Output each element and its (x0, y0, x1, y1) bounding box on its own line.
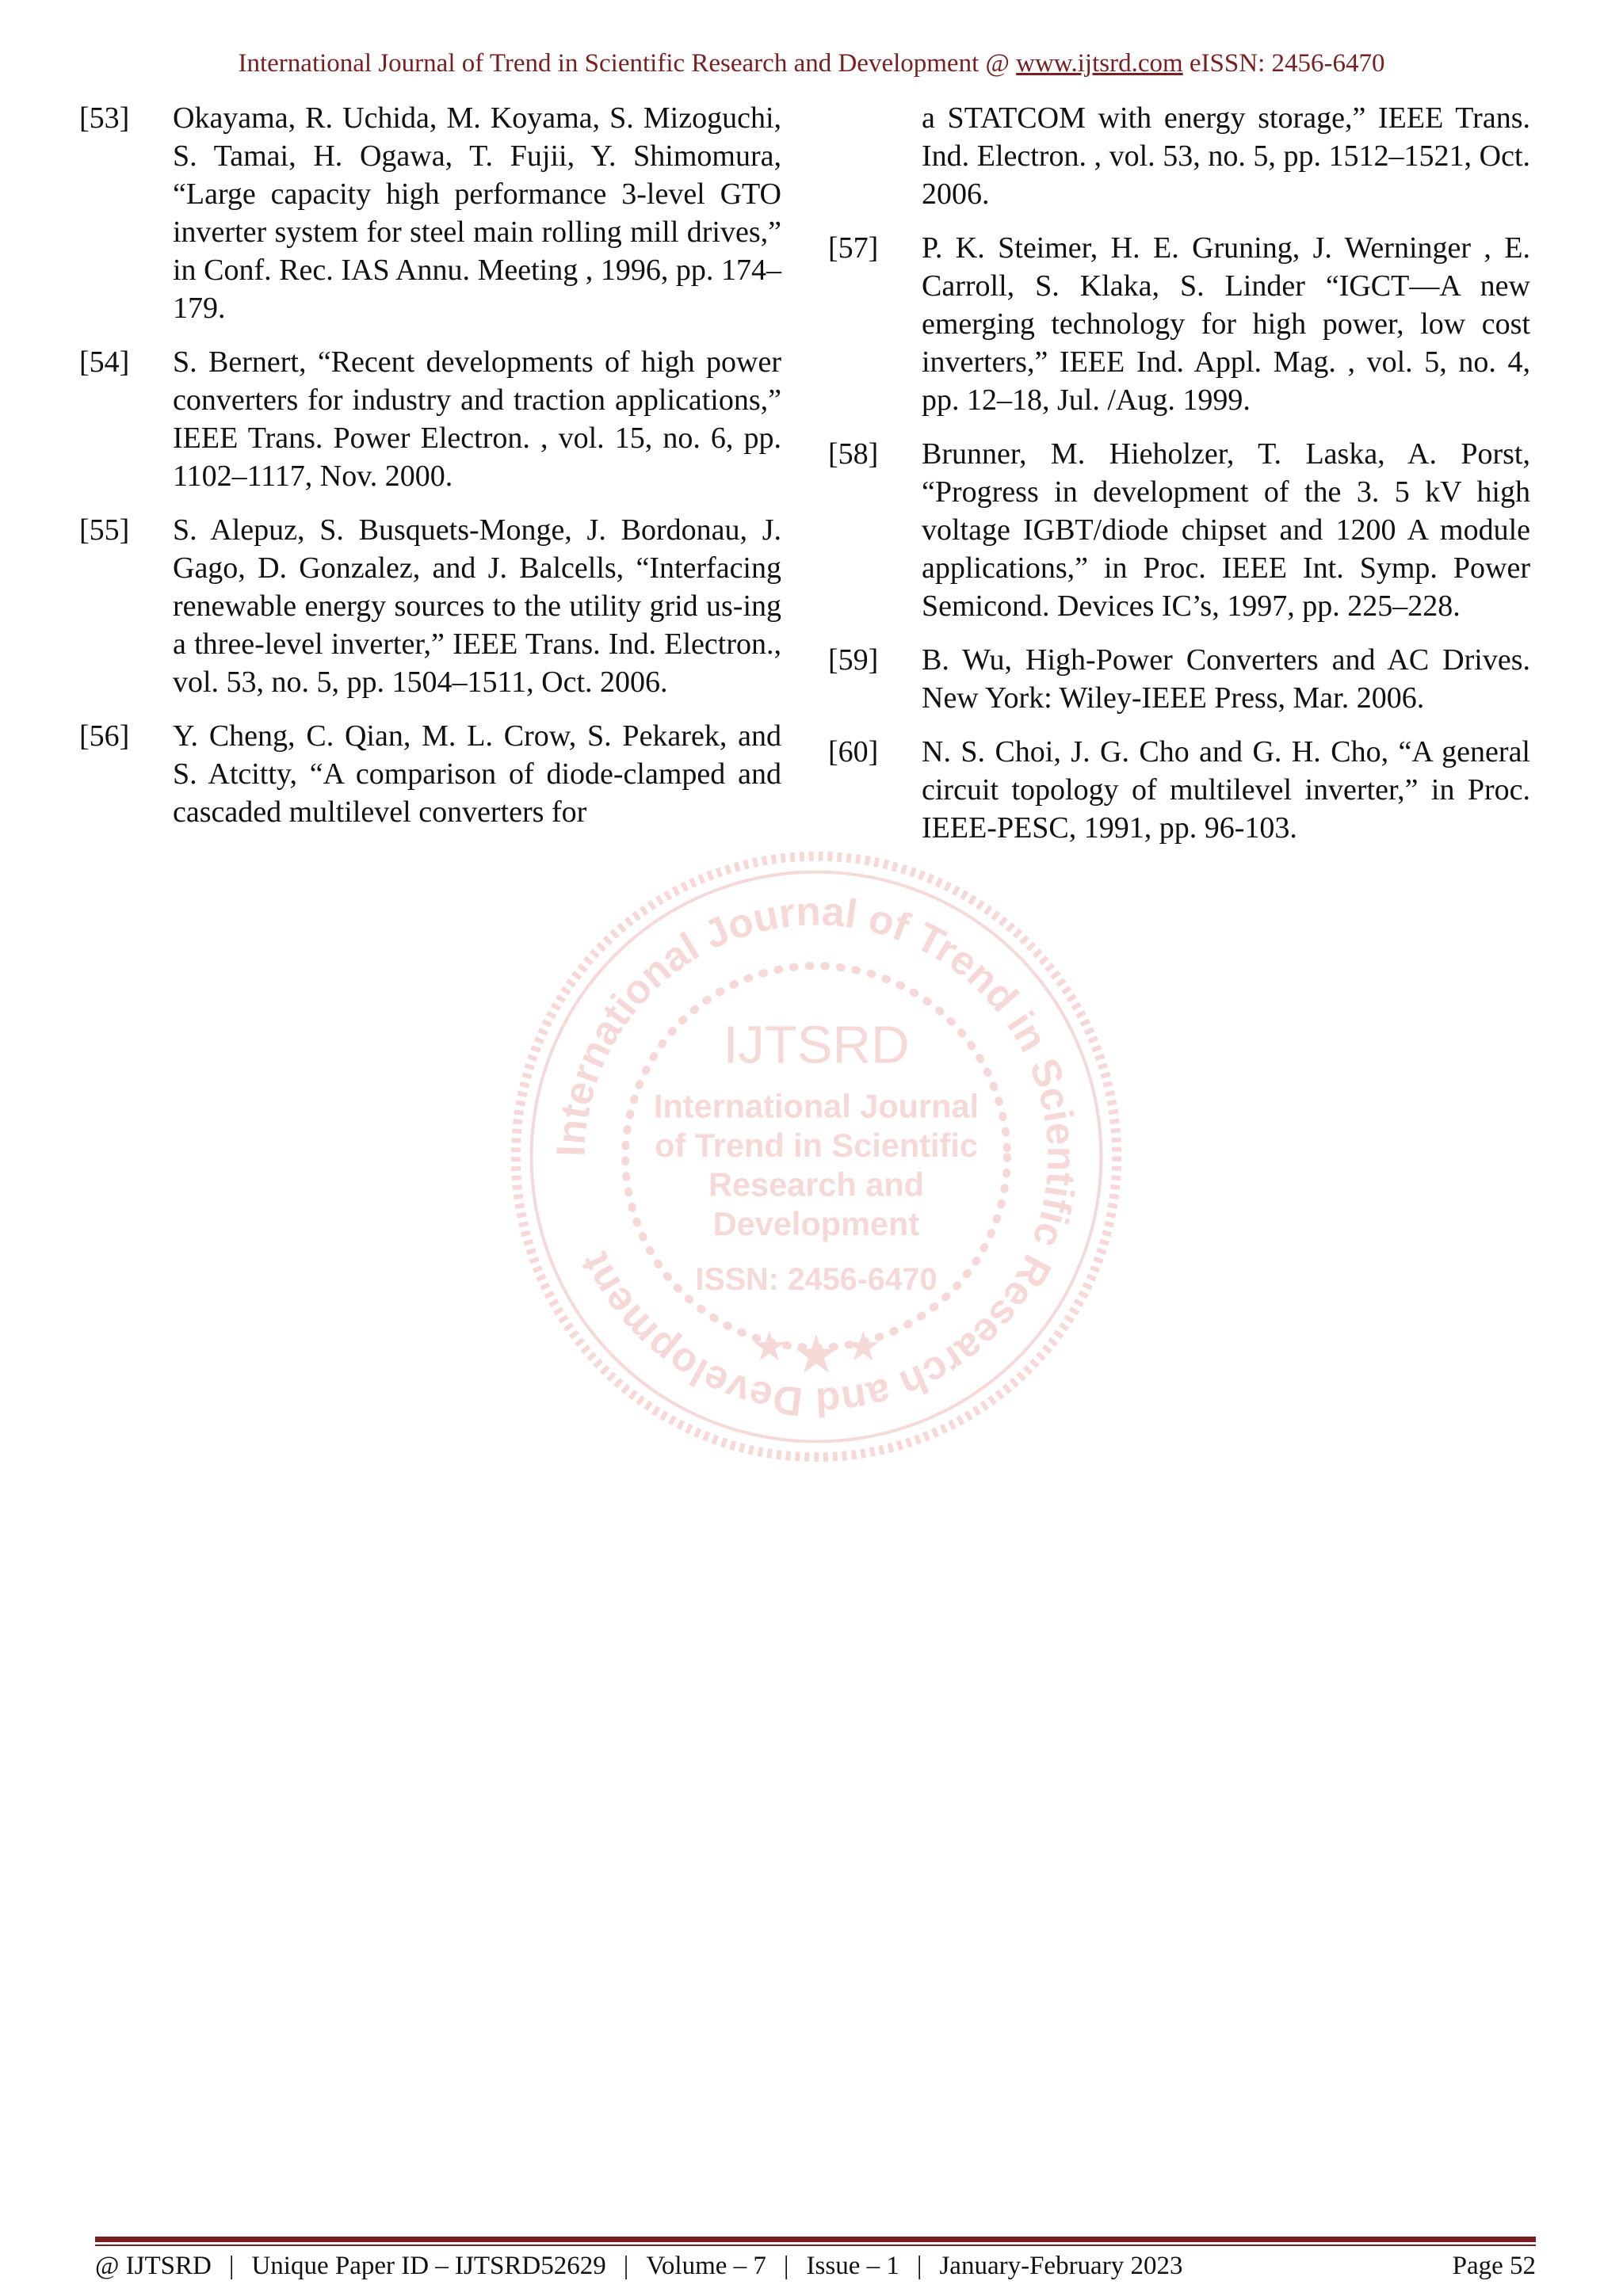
reference-text: S. Bernert, “Recent developments of high power converters for industry and traction applications,” IEEE Trans. Power Electron. , vol. 15, no. 6, pp. 1102–1117, Nov. 2000. (173, 345, 781, 493)
reference-59 (828, 641, 1530, 717)
page-footer (95, 2252, 1536, 2281)
reference-54 (79, 343, 781, 495)
references-left-column (79, 99, 781, 847)
page-number: Page 52 (1452, 2252, 1536, 2280)
reference-number: [57] (828, 231, 879, 265)
page-header (0, 49, 1623, 78)
reference-number: [58] (828, 437, 879, 471)
footer-volume: Volume – 7 (646, 2252, 766, 2280)
reference-number: [55] (79, 513, 130, 547)
footer-issue: Issue – 1 (806, 2252, 899, 2280)
footer-separator: | (228, 2252, 235, 2280)
reference-text: a STATCOM with energy storage,” IEEE Trans. Ind. Electron. , vol. 53, no. 5, pp. 1512–1521, Oct. 2006. (922, 101, 1530, 211)
reference-55 (79, 511, 781, 701)
footer-separator: | (783, 2252, 789, 2280)
seal-line-3: Research and (708, 1165, 924, 1203)
footer-details (95, 2252, 1182, 2281)
seal-star-icon: ★ (792, 1323, 841, 1386)
reference-text: S. Alepuz, S. Busquets-Monge, J. Bordonau, J. Gago, D. Gonzalez, and J. Balcells, “Interfacing renewable energy sources to the utility grid us-ing a three-level inverter,” IEEE Trans. Ind. Electron., vol. 53, no. 5, pp. 1504–1511, Oct. 2006. (173, 513, 781, 699)
journal-website-link[interactable]: www.ijtsrd.com (1016, 49, 1183, 78)
seal-ring-text: International Journal of Trend in Scientific Research and Development (548, 888, 1085, 1425)
journal-eissn: eISSN: 2456-6470 (1182, 49, 1385, 78)
seal-abbreviation: IJTSRD (723, 1015, 910, 1075)
reference-text: B. Wu, High-Power Converters and AC Drives. New York: Wiley-IEEE Press, Mar. 2006. (922, 643, 1530, 715)
reference-57 (828, 229, 1530, 419)
reference-number: [59] (828, 643, 879, 677)
reference-text: N. S. Choi, J. G. Cho and G. H. Cho, “A general circuit topology of multilevel inverter,” in Proc. IEEE-PESC, 1991, pp. 96-103. (922, 735, 1530, 845)
reference-number: [54] (79, 345, 130, 379)
seal-issn: ISSN: 2456-6470 (695, 1261, 938, 1297)
reference-58 (828, 435, 1530, 625)
reference-number: [60] (828, 735, 879, 769)
footer-site: @ IJTSRD (95, 2252, 212, 2280)
footer-date: January-February 2023 (939, 2252, 1183, 2280)
footer-separator: | (623, 2252, 629, 2280)
reference-number: [56] (79, 719, 130, 753)
reference-60 (828, 733, 1530, 847)
reference-text: Y. Cheng, C. Qian, M. L. Crow, S. Pekarek, and S. Atcitty, “A comparison of diode-clamped and cascaded multilevel converters for (173, 719, 781, 829)
reference-text: Okayama, R. Uchida, M. Koyama, S. Mizoguchi, S. Tamai, H. Ogawa, T. Fujii, Y. Shimomura, “Large capacity high performance 3-level GTO inverter system for steel main rolling mill drives,” in Conf. Rec. IAS Annu. Meeting , 1996, pp. 174–179. (173, 101, 781, 325)
references-right-column (828, 99, 1530, 863)
seal-line-2: of Trend in Scientific (655, 1127, 978, 1164)
reference-56 (79, 717, 781, 831)
reference-53 (79, 99, 781, 327)
seal-line-1: International Journal (653, 1087, 980, 1125)
reference-number: [53] (79, 101, 130, 135)
seal-star-icon: ★ (845, 1322, 882, 1371)
footer-rule-thin (95, 2245, 1536, 2246)
footer-paper-id: Unique Paper ID – IJTSRD52629 (251, 2252, 606, 2280)
reference-56-continued (828, 99, 1530, 213)
journal-seal-watermark (503, 844, 1129, 1470)
seal-line-4: Development (712, 1204, 920, 1242)
footer-separator: | (916, 2252, 922, 2280)
reference-text: Brunner, M. Hieholzer, T. Laska, A. Porst, “Progress in development of the 3. 5 kV high voltage IGBT/diode chipset and 1200 A module applications,” in Proc. IEEE Int. Symp. Power Semicond. Devices IC’s, 1997, pp. 225–228. (922, 437, 1530, 623)
reference-text: P. K. Steimer, H. E. Gruning, J. Werninger , E. Carroll, S. Klaka, S. Linder “IGCT—A new emerging technology for high power, low cost inverters,” IEEE Ind. Appl. Mag. , vol. 5, no. 4, pp. 12–18, Jul. /Aug. 1999. (922, 231, 1530, 417)
seal-star-icon: ★ (750, 1322, 788, 1371)
journal-name: International Journal of Trend in Scientific Research and Development @ (238, 49, 1017, 78)
footer-rule (95, 2237, 1536, 2242)
